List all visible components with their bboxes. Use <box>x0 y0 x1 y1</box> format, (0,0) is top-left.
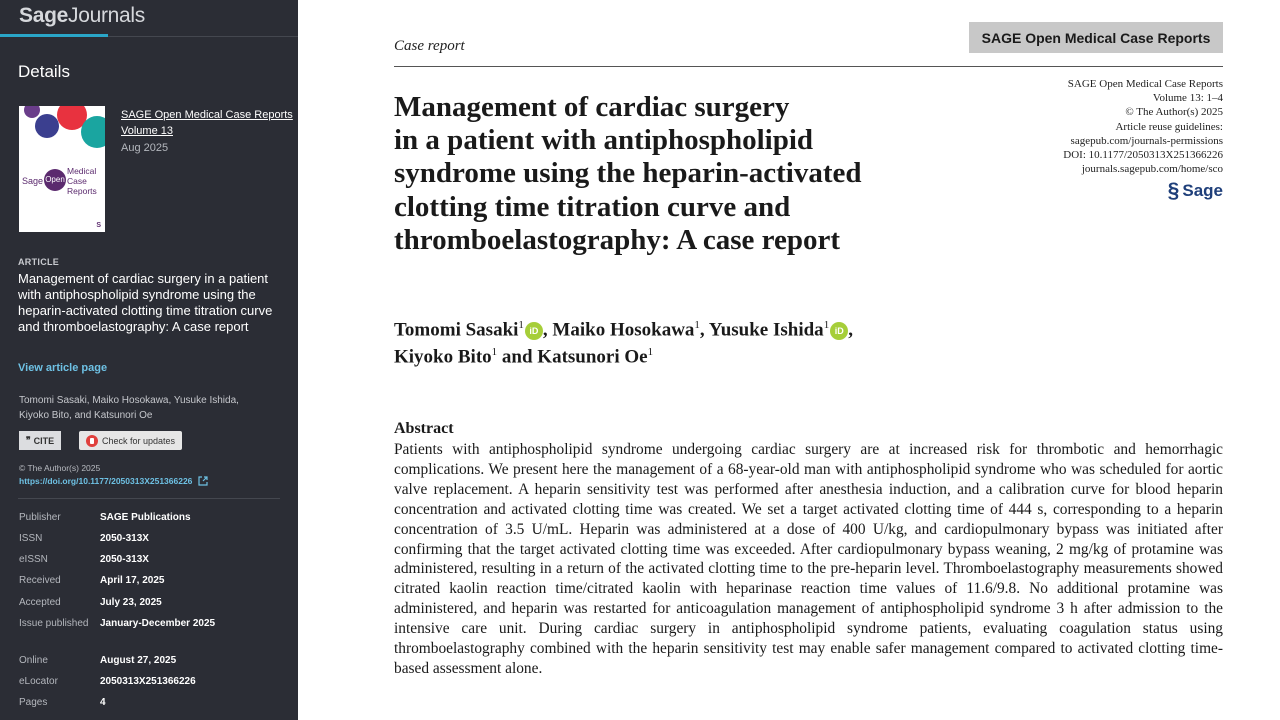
check-for-updates-button[interactable] <box>79 431 182 450</box>
meta-value: 4 <box>100 697 106 708</box>
author-name: Maiko Hosokawa <box>552 319 695 341</box>
journal-meta-line: DOI: 10.1177/2050313X251366226 <box>1063 149 1223 162</box>
journal-meta-line: journals.sagepub.com/home/sco <box>1081 163 1223 176</box>
author-name: Tomomi Sasaki <box>394 319 519 341</box>
title-line: thromboelastography: A case report <box>394 223 840 256</box>
meta-key: eISSN <box>19 554 48 565</box>
sidebar-article-title: Management of cardiac surgery in a patient with antiphospholipid syndrome using the heparin-activated clotting time titration curve and thromboelastography: A case report <box>18 271 273 334</box>
author-separator: , <box>699 319 705 341</box>
brand-regular: Journals <box>68 4 145 27</box>
orcid-icon[interactable]: iD <box>830 322 848 340</box>
brand-bold: Sage <box>19 4 68 27</box>
external-link-icon <box>198 476 208 486</box>
cover-dot-purple <box>24 106 40 118</box>
author-line <box>394 314 954 341</box>
journal-name-link[interactable]: SAGE Open Medical Case Reports <box>121 109 293 121</box>
author-affiliation: 1 <box>823 319 830 331</box>
journal-badge: SAGE Open Medical Case Reports <box>969 22 1223 53</box>
author-name: Yusuke Ishida <box>708 319 824 341</box>
article-label: ARTICLE <box>18 257 60 267</box>
author-affiliation: 1 <box>647 346 654 359</box>
author-line <box>394 341 954 368</box>
doi-link-text[interactable]: https://doi.org/10.1177/2050313X251366226 <box>19 476 193 486</box>
journal-issue-date: Aug 2025 <box>121 142 169 154</box>
author-affiliation: 1 <box>491 346 498 359</box>
meta-value: August 27, 2025 <box>100 655 177 666</box>
article-pdf-page <box>298 0 1280 720</box>
check-for-updates-label: Check for updates <box>101 435 176 446</box>
article-authors <box>394 314 954 369</box>
orcid-icon[interactable]: iD <box>525 322 543 340</box>
cover-title-line: Case <box>67 176 87 186</box>
meta-key: ISSN <box>19 533 43 544</box>
journal-meta-line: sagepub.com/journals-permissions <box>1070 134 1223 147</box>
journal-cover-image[interactable] <box>19 106 105 232</box>
meta-key: Pages <box>19 697 48 708</box>
meta-key: Online <box>19 655 48 666</box>
meta-value: April 17, 2025 <box>100 575 165 586</box>
sidebar-copyright: © The Author(s) 2025 <box>19 463 101 473</box>
author-name: Katsunori Oe <box>537 346 648 368</box>
active-tab-indicator <box>0 34 108 37</box>
author-separator: , <box>542 319 548 341</box>
meta-value: SAGE Publications <box>100 512 191 523</box>
meta-value: January-December 2025 <box>100 618 216 629</box>
meta-key: Publisher <box>19 512 61 523</box>
cover-dot-teal <box>81 116 105 148</box>
author-separator: , <box>848 319 853 341</box>
cite-button-label: CITE <box>33 435 55 446</box>
author-name: Kiyoko Bito <box>394 346 492 368</box>
author-affiliation: 1 <box>694 319 700 331</box>
journal-meta-block <box>983 77 1223 176</box>
title-line: syndrome using the heparin-activated <box>394 157 862 190</box>
cover-dot-navy <box>35 114 59 138</box>
divider <box>18 498 280 499</box>
cover-title <box>67 166 97 196</box>
author-separator: and <box>497 346 533 368</box>
sage-publisher-logo <box>1168 181 1223 201</box>
doi-link[interactable] <box>19 476 208 486</box>
meta-value: 2050313X251366226 <box>100 676 196 687</box>
meta-value: 2050-313X <box>100 554 149 565</box>
article-title <box>394 91 954 257</box>
header-rule <box>394 66 1223 67</box>
cite-button[interactable] <box>19 431 61 450</box>
article-type-label: Case report <box>394 38 465 54</box>
abstract-text: Patients with antiphospholipid syndrome undergoing cardiac surgery are at increased risk for thrombotic and hemorrhagic complications. We present here the management of a 68-year-old man with antiphospholipid syndrome who was scheduled for aortic valve replacement. A heparin sensitivity test was performed after anesthesia induction, and a calibration curve for blood heparin concentration and activated clotting time was created. We set a target activated clotting time of 444 s, corresponding to a heparin concentration of 3.5 U/mL. Heparin was administered at a dose of 400 U/kg, and cardiopulmonary bypass was initiated after confirming that the target activated clotting time was exceeded. After cardiopulmonary bypass weaning, 2 mg/kg of protamine was administered, resulting in a return of the activated clotting time to the pre-heparin level. Thromboelastography measurements showed citrated kaolin reaction time/citrated kaolin with heparinase reaction time values of 11.6/9.8. No additional protamine was administered, and heparin was restarted for anticoagulation management of antiphospholipid syndrome 3 h after admission to the intensive care unit. During cardiac surgery in antiphospholipid syndrome patients, evaluating coagulation status using thromboelastography combined with the heparin sensitivity test may enable safer management compared to activated clotting time-based assessment alone. <box>394 441 1223 677</box>
meta-value: 2050-313X <box>100 533 149 544</box>
view-article-page-link[interactable]: View article page <box>18 362 108 374</box>
author-affiliation: 1 <box>518 319 524 331</box>
title-line: clotting time titration curve and <box>394 190 791 223</box>
abstract-heading: Abstract <box>394 420 454 437</box>
bookmark-badge-icon <box>86 435 98 447</box>
sage-journals-logo[interactable] <box>19 4 145 28</box>
meta-key: Issue published <box>19 618 89 629</box>
cover-title-line: Medical <box>67 166 97 176</box>
meta-row-issue-published <box>19 616 281 648</box>
journal-meta-line: © The Author(s) 2025 <box>1125 106 1223 119</box>
cover-mark: S <box>96 222 101 229</box>
journal-meta-line: Volume 13: 1–4 <box>1152 92 1223 105</box>
quote-icon: ❞ <box>25 435 31 445</box>
meta-key: eLocator <box>19 676 58 687</box>
sidebar-authors: Tomomi Sasaki, Maiko Hosokawa, Yusuke Ishida, Kiyoko Bito, and Katsunori Oe <box>19 395 239 421</box>
meta-key: Accepted <box>19 597 61 608</box>
sage-s-icon: § <box>1167 179 1180 202</box>
journal-link[interactable] <box>121 107 293 139</box>
title-line: in a patient with antiphospholipid <box>394 124 814 157</box>
details-heading: Details <box>18 62 70 81</box>
details-sidebar <box>0 0 298 720</box>
title-line: Management of cardiac surgery <box>394 91 790 123</box>
meta-value: July 23, 2025 <box>100 597 162 608</box>
cover-brand: Sage <box>22 176 44 186</box>
journal-meta-line: Article reuse guidelines: <box>1115 120 1223 133</box>
journal-volume-link[interactable]: Volume 13 <box>121 125 173 137</box>
cover-open-circle: Open <box>44 169 66 191</box>
meta-key: Received <box>19 575 61 586</box>
journal-meta-line: SAGE Open Medical Case Reports <box>1067 78 1223 90</box>
sage-logo-text: Sage <box>1182 181 1223 200</box>
cover-title-line: Reports <box>67 186 97 196</box>
